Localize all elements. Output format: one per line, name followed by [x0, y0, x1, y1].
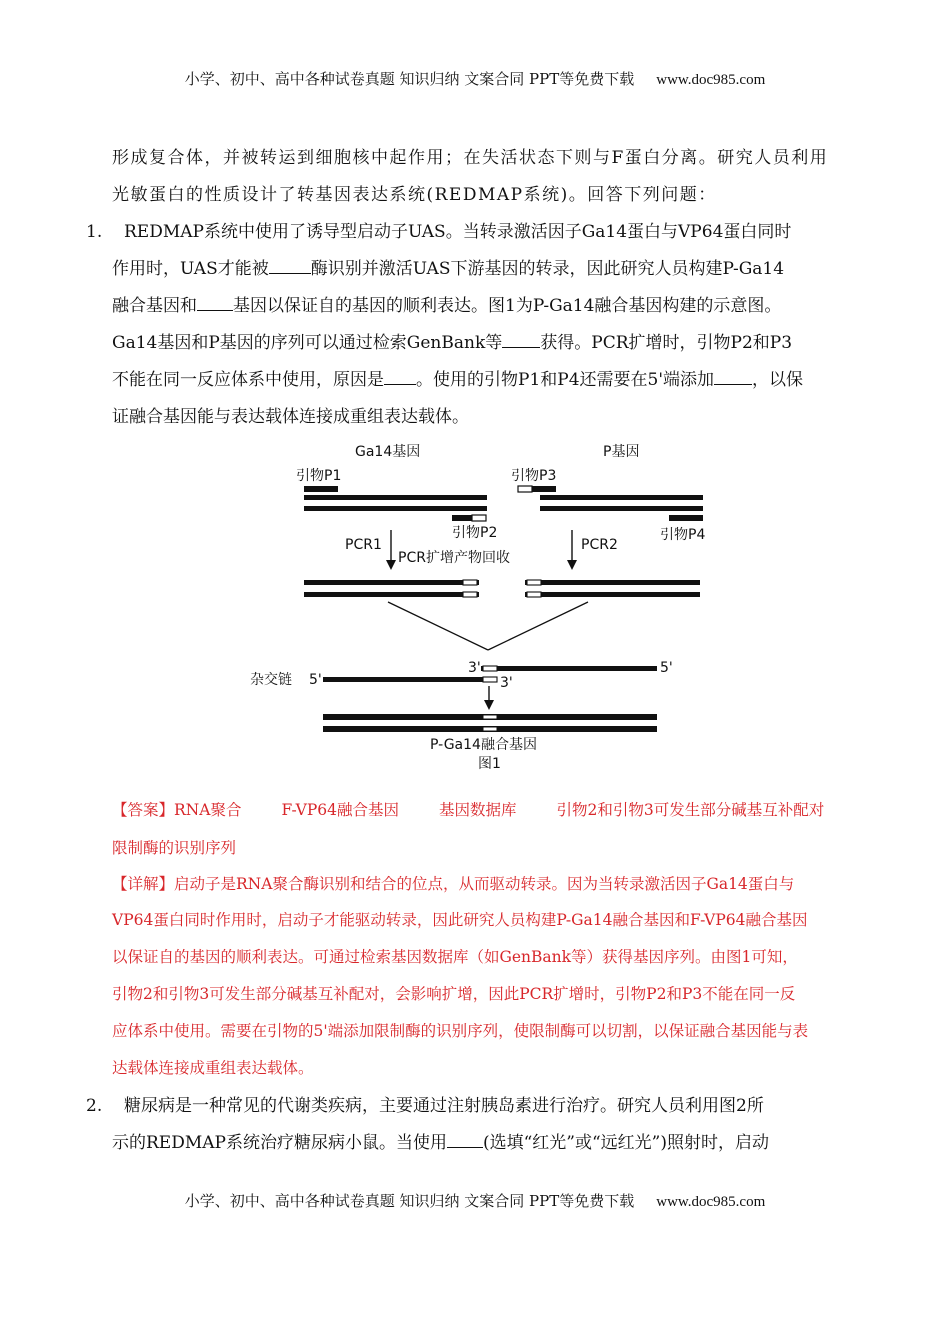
pcr1-label: PCR1 [345, 537, 382, 553]
detail-line-4: 引物2和引物3可发生部分碱基互补配对，会影响扩增，因此PCR扩增时，引物P2和P3不能在同一反 [112, 985, 796, 1003]
detail-line-5: 应体系中使用。需要在引物的5'端添加限制酶的识别序列，使限制酶可以切割，以保证融合基因能与表 [112, 1022, 809, 1040]
detail-line-6: 达载体连接成重组表达载体。 [112, 1059, 314, 1077]
q2-line-2 [112, 1125, 872, 1162]
detail-tag: 【详解】 [112, 875, 175, 893]
primer-p2-black [452, 515, 472, 521]
q1-text-2a: 作用时，UAS才能被 [112, 259, 269, 279]
q1-text-3b: 基因以保证自的基因的顺利表达。图1为P-Ga14融合基因构建的示意图。 [233, 296, 782, 316]
fusion-arrow-icon [484, 700, 494, 710]
q1-text-4a: Ga14基因和P基因的序列可以通过检索GenBank等 [112, 333, 503, 353]
fusion-gene-label: P-Ga14融合基因 [430, 737, 537, 753]
answer-1: RNA聚合 [174, 801, 242, 819]
primer-p4-label: 引物P4 [660, 527, 706, 543]
q1-text-2b: 酶识别并激活UAS下游基因的转录，因此研究人员构建P-Ga14 [310, 259, 785, 279]
pcr2-product-bottom [525, 592, 700, 597]
detail-line-3: 以保证自的基因的顺利表达。可通过检索基因数据库（如GenBank等）获得基因序列。由图1可知， [112, 948, 798, 966]
figure-1-diagram [0, 438, 950, 778]
p-strand-bottom [540, 506, 703, 511]
q2-line-1: 糖尿病是一种常见的代谢类疾病，主要通过注射胰岛素进行治疗。研究人员利用图2所 [124, 1096, 764, 1116]
hybrid-upper-strand [481, 666, 657, 671]
answer-blank-q2[interactable] [447, 1133, 483, 1148]
answer-2: F-VP64融合基因 [281, 801, 399, 819]
answer-blank-5[interactable] [714, 370, 752, 385]
three-prime-bottom: 3' [500, 675, 513, 691]
figure-caption: 图1 [478, 756, 501, 772]
answer-blank-4[interactable] [384, 370, 416, 385]
q1-line-1 [124, 214, 884, 251]
answer-blank-1[interactable] [269, 259, 311, 274]
five-prime-right: 5' [660, 660, 673, 676]
detail-line-1 [112, 866, 872, 903]
q1-text-4b: 获得。PCR扩增时，引物P2和P3 [540, 333, 793, 353]
footer-site: www.doc985.com [656, 1194, 766, 1210]
hybrid-chain-label: 杂交链 [250, 672, 292, 688]
q1-line-6: 证融合基因能与表达载体连接成重组表达载体。 [112, 407, 469, 427]
pcr1-arrow-icon [386, 560, 396, 570]
intro-line-1: 形成复合体，并被转运到细胞核中起作用；在失活状态下则与F蛋白分离。研究人员利用 [112, 148, 829, 168]
answer-5: 限制酶的识别序列 [112, 839, 237, 857]
intro-line-2: 光敏蛋白的性质设计了转基因表达系统(REDMAP系统)。回答下列问题： [112, 185, 717, 205]
q1-text-5c: ，以保 [752, 370, 803, 390]
question-2-number: 2. [86, 1096, 103, 1116]
primer-p3-tail [518, 486, 532, 492]
q1-line-5 [112, 362, 872, 399]
ga14-strand-top [304, 495, 487, 500]
hybrid-lower-strand [323, 677, 497, 682]
primer-p1 [304, 486, 338, 492]
q1-text-5a: 不能在同一反应体系中使用，原因是 [112, 370, 384, 390]
q1-text-1: REDMAP系统中使用了诱导型启动子UAS。当转录激活因子Ga14蛋白与VP64蛋白同时 [124, 222, 792, 242]
primer-p2-label: 引物P2 [452, 525, 498, 541]
q1-line-4 [112, 325, 872, 362]
primer-p4 [669, 515, 703, 521]
header-text: 小学、初中、高中各种试卷真题 知识归纳 文案合同 PPT等免费下载 [184, 70, 635, 88]
q1-text-3a: 融合基因和 [112, 296, 197, 316]
answer-tag: 【答案】 [112, 801, 175, 819]
question-1-number: 1. [86, 222, 103, 242]
pcr2-label: PCR2 [581, 537, 618, 553]
q1-line-3 [112, 288, 872, 325]
p-strand-top [540, 495, 703, 500]
pcr2-arrow-icon [567, 560, 577, 570]
q1-line-2 [112, 251, 872, 288]
page-footer [0, 1190, 950, 1211]
ga14-gene-label: Ga14基因 [355, 444, 421, 460]
ga14-strand-bottom [304, 506, 487, 511]
pcr1-product-top [304, 580, 479, 585]
answer-4: 引物2和引物3可发生部分碱基互补配对 [556, 801, 825, 819]
answer-blank-3[interactable] [502, 333, 540, 348]
primer-p2-tail [472, 515, 486, 521]
q2-text-2a: 示的REDMAP系统治疗糖尿病小鼠。当使用 [112, 1133, 447, 1153]
q2-text-2b: (选填“红光”或“远红光”)照射时，启动 [482, 1133, 769, 1153]
pcr2-product-top [525, 580, 700, 585]
answer-line [112, 792, 872, 829]
primer-p3-black [532, 486, 556, 492]
detail-line-2: VP64蛋白同时作用时，启动子才能驱动转录，因此研究人员构建P-Ga14融合基因和F-VP64融合基因 [112, 911, 808, 929]
five-prime-left: 5' [309, 672, 322, 688]
footer-text: 小学、初中、高中各种试卷真题 知识归纳 文案合同 PPT等免费下载 [184, 1192, 635, 1210]
three-prime-top: 3' [468, 660, 481, 676]
primer-p3-label: 引物P3 [511, 468, 557, 484]
answer-blank-2[interactable] [197, 296, 233, 311]
answer-3: 基因数据库 [438, 801, 517, 819]
pcr1-product-bottom [304, 592, 479, 597]
q1-text-5b: 。使用的引物P1和P4还需要在5'端添加 [416, 370, 714, 390]
page-header [0, 68, 950, 89]
detail-text-1: 启动子是RNA聚合酶识别和结合的位点，从而驱动转录。因为当转录激活因子Ga14蛋白与 [174, 875, 795, 893]
recover-label: PCR扩增产物回收 [398, 550, 510, 566]
header-site: www.doc985.com [656, 72, 766, 88]
p-gene-label: P基因 [603, 444, 640, 460]
primer-p1-label: 引物P1 [296, 468, 342, 484]
